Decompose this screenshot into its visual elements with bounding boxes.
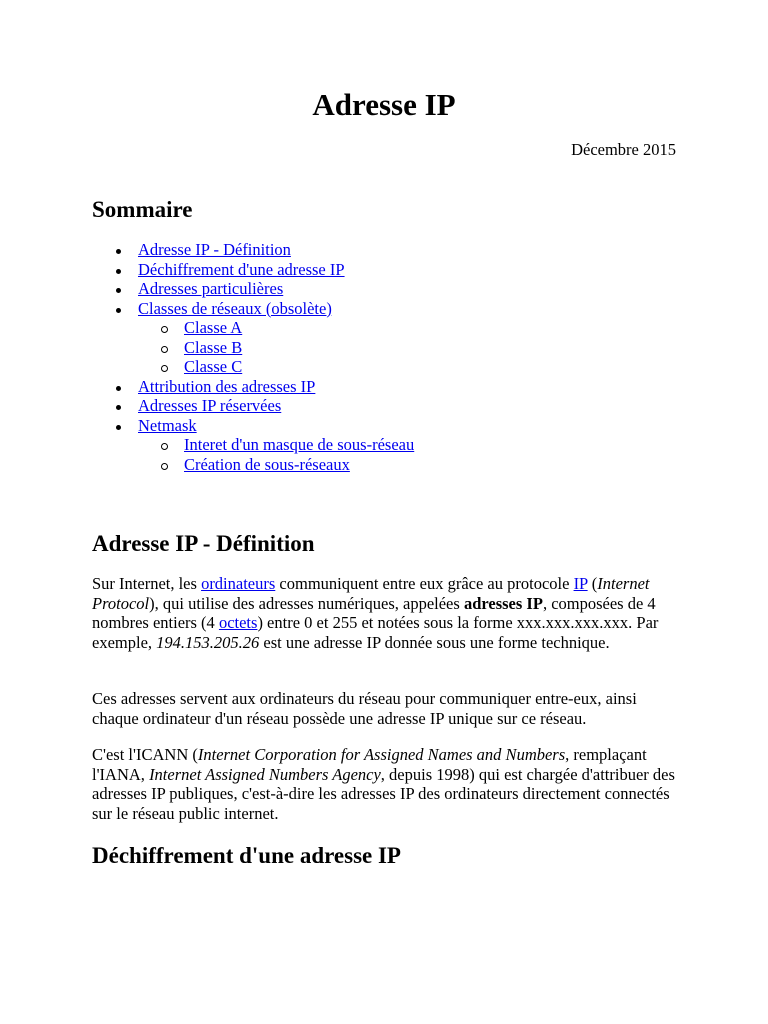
toc-link[interactable]: Adresse IP - Définition [138, 240, 291, 259]
toc-item [92, 299, 692, 319]
circle-bullet-icon [161, 326, 168, 333]
toc-item [92, 279, 692, 299]
paragraph-definition-1 [92, 574, 682, 652]
emphasis-iana: Internet Assigned Numbers Agency [149, 764, 381, 784]
text-run: , composées de 4 nombres entiers (4 [92, 593, 656, 632]
toc-item [92, 377, 692, 397]
toc-item [92, 435, 692, 455]
toc-item [92, 240, 692, 260]
section-heading-dechiffrement: Déchiffrement d'une adresse IP [92, 843, 401, 868]
emphasis-icann: Internet Corporation for Assigned Names and Numbers [197, 745, 566, 764]
toc-heading: Sommaire [92, 197, 193, 222]
toc-link[interactable]: Adresses IP réservées [138, 396, 282, 415]
toc-item [92, 338, 692, 358]
text-run: ), qui utilise des adresses numériques, appelées [149, 593, 464, 613]
text-run: ( [591, 574, 598, 593]
document-date: Décembre 2015 [571, 140, 676, 159]
toc-link[interactable]: Création de sous-réseaux [184, 454, 350, 474]
toc-link[interactable]: Classe B [184, 337, 243, 357]
circle-bullet-icon [161, 346, 168, 353]
emphasis-internet-protocol: Internet Protocol [92, 574, 650, 613]
text-run: Sur Internet, les [92, 574, 202, 593]
toc-link[interactable]: Attribution des adresses IP [138, 376, 316, 396]
disc-bullet-icon [116, 386, 121, 391]
toc-link[interactable]: Classe A [184, 318, 243, 337]
disc-bullet-icon [116, 249, 121, 254]
text-run: communiquent entre eux grâce au protocole [275, 574, 574, 593]
toc-link[interactable]: Netmask [138, 415, 197, 435]
disc-bullet-icon [116, 288, 121, 293]
toc-item [92, 260, 692, 280]
link-ordinateurs[interactable]: ordinateurs [201, 574, 276, 593]
disc-bullet-icon [116, 308, 121, 313]
toc-item [92, 357, 692, 377]
paragraph-definition-2: Ces adresses servent aux ordinateurs du réseau pour communiquer entre-eux, ainsi chaque ordinateur d'un réseau possède une adresse IP unique sur ce réseau. [92, 689, 637, 728]
disc-bullet-icon [116, 425, 121, 430]
circle-bullet-icon [161, 365, 168, 372]
emphasis-example-ip: 194.153.205.26 [156, 632, 260, 652]
disc-bullet-icon [116, 269, 121, 274]
section-heading-definition: Adresse IP - Définition [92, 531, 315, 556]
circle-bullet-icon [161, 463, 168, 470]
text-run: ) entre 0 et 255 et notées sous la forme xxx.xxx.xxx.xxx. Par exemple, [92, 613, 659, 652]
toc-item [92, 318, 692, 338]
text-run: , remplaçant l'IANA, [92, 745, 647, 784]
toc-link[interactable]: Adresses particulières [138, 279, 284, 298]
table-of-contents [92, 240, 692, 474]
disc-bullet-icon [116, 405, 121, 410]
toc-item [92, 455, 692, 475]
strong-adresses-ip: adresses IP [463, 593, 543, 613]
toc-item [92, 416, 692, 436]
text-run: C'est l'ICANN ( [92, 745, 198, 764]
link-octets[interactable]: octets [218, 613, 258, 632]
text-run: , depuis 1998) qui est chargée d'attribuer des adresses IP publiques, c'est-à-dire les adresses IP des ordinateurs directement connectés sur le réseau public internet. [92, 764, 675, 823]
toc-link[interactable]: Classes de réseaux (obsolète) [138, 298, 332, 318]
paragraph-definition-3 [92, 745, 682, 823]
text-run: est une adresse IP donnée sous une forme technique. [259, 632, 610, 652]
toc-item [92, 396, 692, 416]
link-ip[interactable]: IP [573, 574, 588, 593]
document-title: Adresse IP [312, 87, 456, 122]
toc-link[interactable]: Interet d'un masque de sous-réseau [184, 435, 415, 454]
circle-bullet-icon [161, 443, 168, 450]
toc-link[interactable]: Déchiffrement d'une adresse IP [138, 259, 345, 279]
toc-link[interactable]: Classe C [184, 357, 243, 376]
